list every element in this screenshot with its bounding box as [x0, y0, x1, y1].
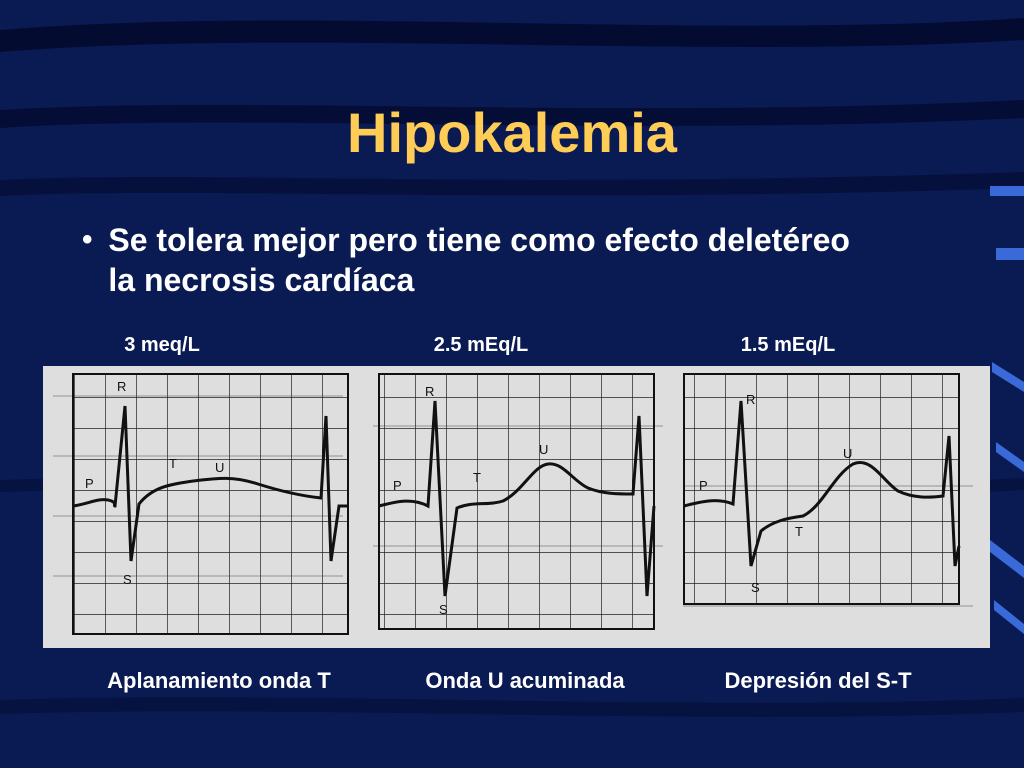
- bullet-item: [82, 220, 882, 300]
- ecg-image: [43, 366, 990, 648]
- wave-label-t-3: T: [795, 524, 803, 539]
- ecg-strip: [43, 366, 990, 648]
- wave-label-u-1: U: [215, 460, 225, 475]
- caption-1: Aplanamiento onda T: [107, 668, 331, 693]
- wave-label-t-2: T: [473, 470, 481, 485]
- wave-label-s-1: S: [123, 572, 132, 587]
- wave-label-s-3: S: [751, 580, 760, 595]
- wave-label-r-3: R: [746, 392, 756, 407]
- bullet-text: Se tolera mejor pero tiene como efecto deletéreo la necrosis cardíaca: [108, 222, 850, 298]
- caption-2: Onda U acuminada: [425, 668, 625, 693]
- wave-label-r-1: R: [117, 379, 127, 394]
- level-label-1: 3 meq/L: [124, 334, 200, 356]
- wave-label-p-3: P: [699, 478, 708, 493]
- bullet-mark: •: [82, 223, 93, 256]
- wave-label-t-1: T: [169, 456, 177, 471]
- ecg-panel-2: [379, 374, 654, 629]
- level-label-3: 1.5 mEq/L: [740, 334, 836, 356]
- wave-label-u-2: U: [539, 442, 549, 457]
- wave-label-u-3: U: [843, 446, 853, 461]
- wave-label-r-2: R: [425, 384, 435, 399]
- wave-label-p-2: P: [393, 478, 402, 493]
- slide-title: Hipokalemia: [347, 101, 677, 164]
- ecg-panel-1: [73, 374, 348, 634]
- level-label-2: 2.5 mEq/L: [433, 334, 529, 356]
- ecg-panel-3: [684, 374, 959, 604]
- caption-3: Depresión del S-T: [724, 668, 912, 693]
- wave-label-s-2: S: [439, 602, 448, 617]
- wave-label-p-1: P: [85, 476, 94, 491]
